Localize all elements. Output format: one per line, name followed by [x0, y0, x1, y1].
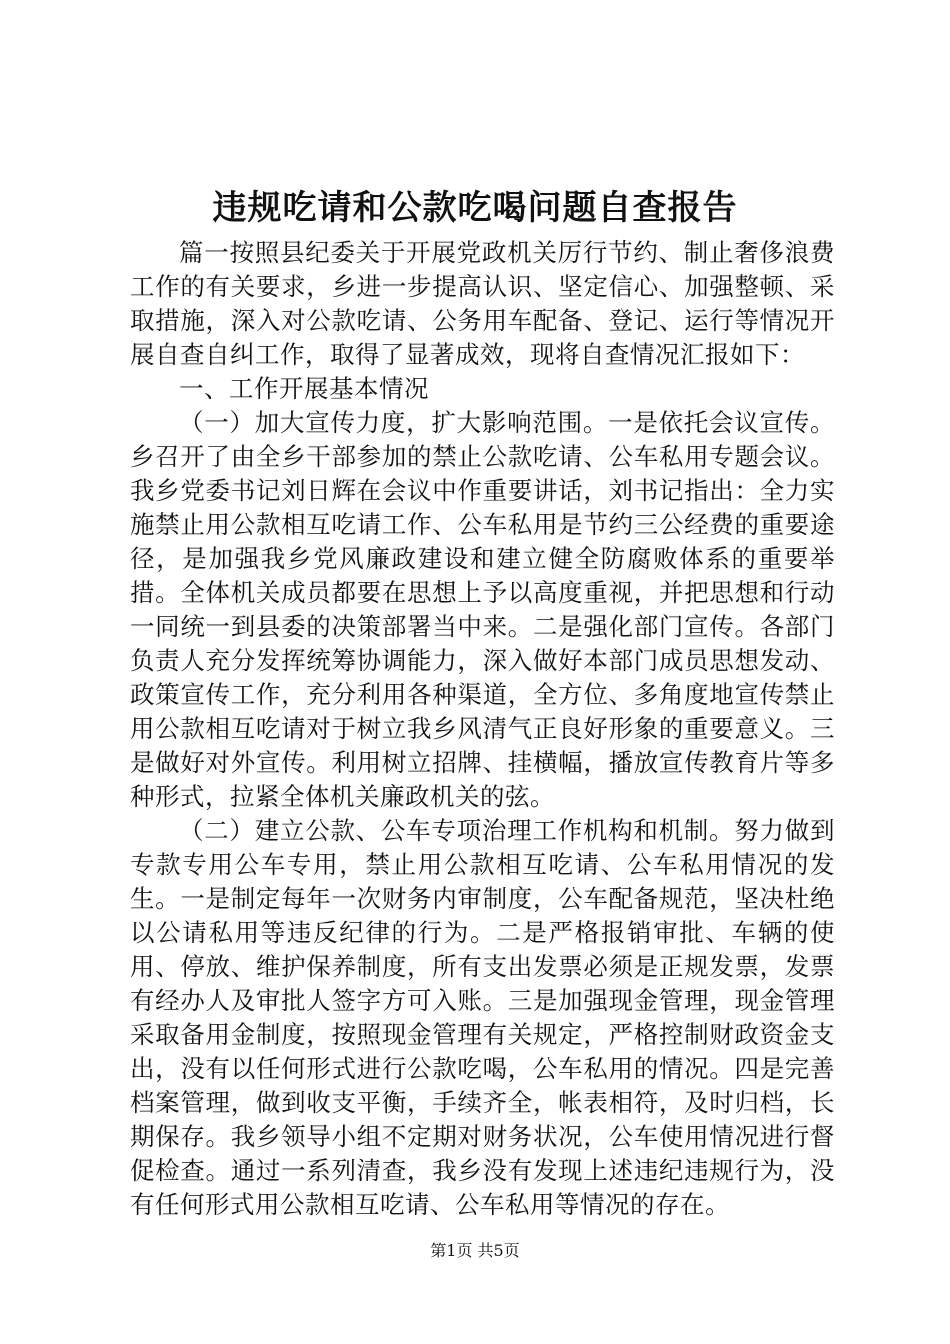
document-body — [130, 236, 835, 1222]
paragraph-mechanism: （二）建立公款、公车专项治理工作机构和机制。努力做到专款专用公车专用，禁止用公款相互吃请、公车私用情况的发生。一是制定每年一次财务内审制度，公车配备规范，坚决杜绝以公请私用等违反纪律的行为。二是严格报销审批、车辆的使用、停放、维护保养制度，所有支出发票必须是正规发票，发票有经办人及审批人签字方可入账。三是加强现金管理，现金管理采取备用金制度，按照现金管理有关规定，严格控制财政资金支出，没有以任何形式进行公款吃喝，公车私用的情况。四是完善档案管理，做到收支平衡，手续齐全，帐表相符，及时归档，长期保存。我乡领导小组不定期对财务状况，公车使用情况进行督促检查。通过一系列清查，我乡没有发现上述违纪违规行为，没有任何形式用公款相互吃请、公车私用等情况的存在。 — [130, 816, 835, 1219]
paragraph-intro: 篇一按照县纪委关于开展党政机关厉行节约、制止奢侈浪费工作的有关要求，乡进一步提高认识、坚定信心、加强整顿、采取措施，深入对公款吃请、公务用车配备、登记、运行等情况开展自查自纠工作，取得了显著成效，现将自查情况汇报如下： — [130, 238, 835, 369]
section-heading: 一、工作开展基本情况 — [179, 374, 429, 403]
page-number: 第1页 共5页 — [430, 1241, 520, 1260]
paragraph-publicity: （一）加大宣传力度，扩大影响范围。一是依托会议宣传。乡召开了由全乡干部参加的禁止公款吃请、公车私用专题会议。我乡党委书记刘日辉在会议中作重要讲话，刘书记指出：全力实施禁止用公款相互吃请工作、公车私用是节约三公经费的重要途径，是加强我乡党风廉政建设和建立健全防腐败体系的重要举措。全体机关成员都要在思想上予以高度重视，并把思想和行动一同统一到县委的决策部署当中来。二是强化部门宣传。各部门负责人充分发挥统筹协调能力，深入做好本部门成员思想发动、政策宣传工作，充分利用各种渠道，全方位、多角度地宣传禁止用公款相互吃请对于树立我乡风清气正良好形象的重要意义。三是做好对外宣传。利用树立招牌、挂横幅，播放宣传教育片等多种形式，拉紧全体机关廉政机关的弦。 — [130, 408, 835, 811]
document-title: 违规吃请和公款吃喝问题自查报告 — [212, 188, 738, 228]
